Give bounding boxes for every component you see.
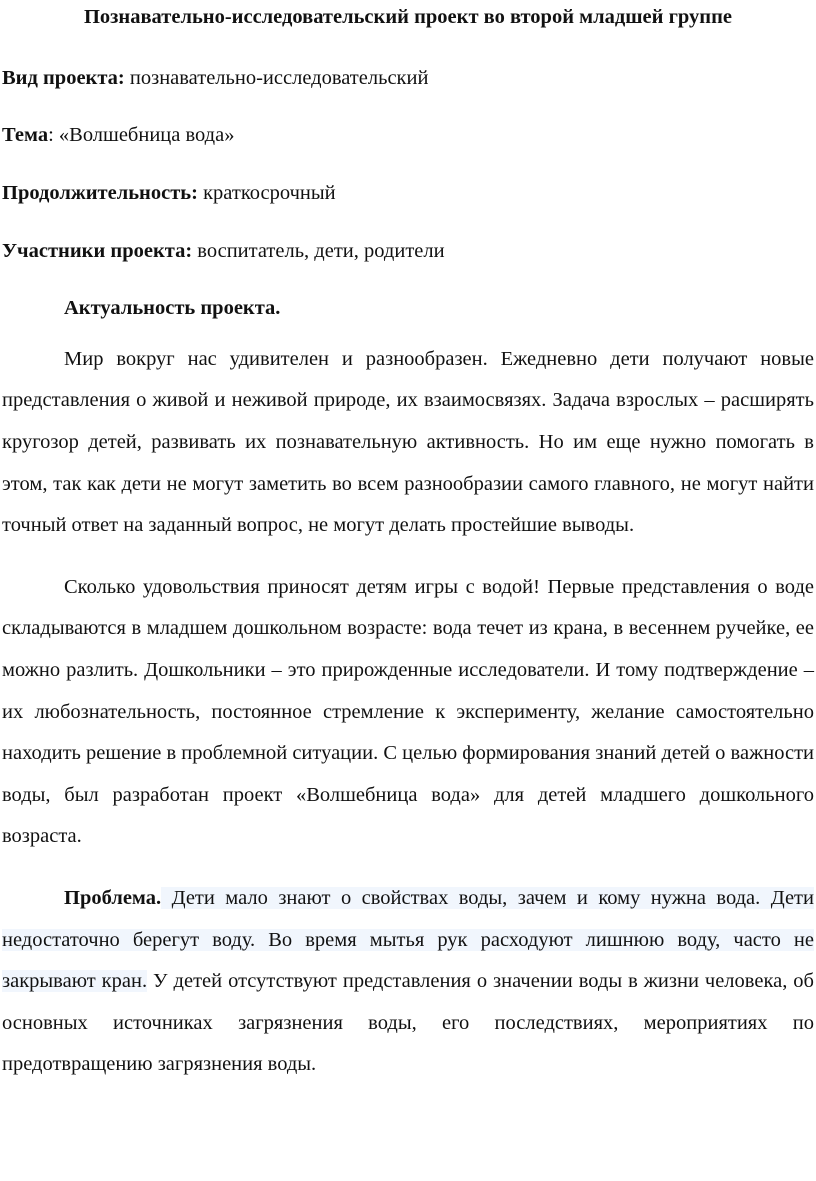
meta-value: : «Волшебница вода» [48, 124, 235, 147]
relevance-paragraph-2: Сколько удовольствия приносят детям игры с водой! Первые представления о воде складываются в младшем дошкольном возрасте: вода течет из крана, в весеннем ручейке, ее можно разлить. Дошкольники – это прирожденные исследователи. И тому подтверждение – их любознательность, постоянное стремление к эксперименту, желание самостоятельно находить решение в проблемной ситуации. С целью формирования знаний детей о важности воды, был разработан проект «Волшебница вода» для детей младшего дошкольного возраста. [2, 575, 814, 848]
meta-value: воспитатель, дети, родители [192, 239, 445, 262]
relevance-paragraph-1: Мир вокруг нас удивителен и разнообразен. Ежедневно дети получают новые представления о живой и неживой природе, их взаимосвязях. Задача взрослых – расширять кругозор детей, развивать их познавательную активность. Но им еще нужно помогать в этом, так как дети не могут заметить во всем разнообразии самого главного, не могут найти точный ответ на заданный вопрос, не могут делать простейшие выводы. [2, 347, 814, 537]
problem-paragraph [2, 878, 814, 1086]
meta-label: Вид проекта: [2, 66, 125, 89]
meta-label: Участники проекта: [2, 239, 193, 262]
meta-participants [2, 238, 814, 265]
meta-project-type [2, 65, 814, 92]
meta-duration [2, 180, 814, 207]
meta-label: Продолжительность: [2, 181, 198, 204]
document-title: Познавательно-исследовательский проект во второй младшей группе [83, 6, 732, 28]
problem-highlighted-text: Дети мало знают о свойствах воды, зачем и кому нужна вода. Дети недостаточно берегут воду. Во время мытья рук расходуют лишнюю воду, часто не закрывают кран. [2, 886, 814, 993]
meta-value: краткосрочный [197, 181, 336, 204]
problem-label: Проблема. [64, 886, 162, 909]
meta-value: познавательно-исследовательский [124, 66, 429, 89]
meta-label: Тема [2, 124, 49, 147]
problem-text: У детей отсутствуют представления о значении воды в жизни человека, об основных источниках загрязнения воды, его последствиях, мероприятиях по предотвращению загрязнения воды. [2, 970, 814, 1076]
meta-theme [2, 122, 814, 149]
relevance-heading: Актуальность проекта. [64, 297, 281, 320]
